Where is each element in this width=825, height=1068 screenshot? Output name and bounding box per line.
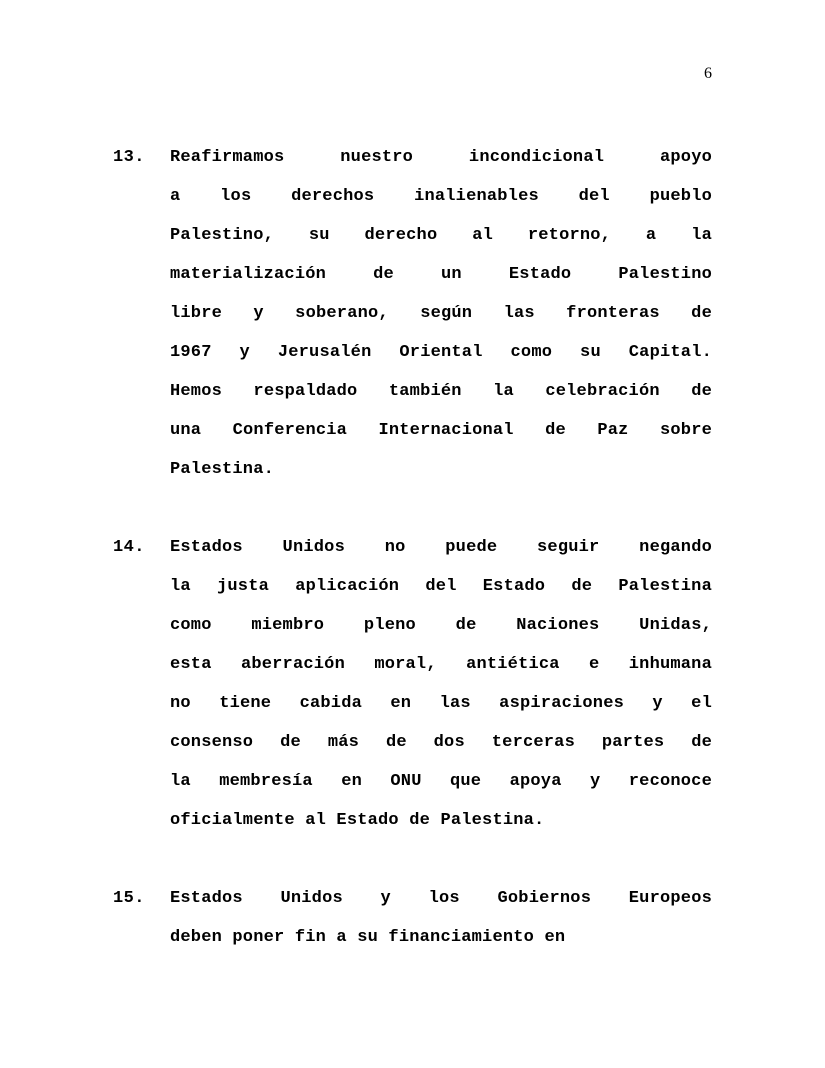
clause-line: Reafirmamos nuestro incondicional apoyo xyxy=(170,148,712,167)
clause-line: Palestina. xyxy=(170,460,275,479)
clause-text xyxy=(170,528,712,840)
clause-number: 15. xyxy=(113,889,145,908)
clause-text xyxy=(170,879,712,957)
clause-line: a los derechos inalienables del pueblo xyxy=(170,187,712,206)
clause xyxy=(113,879,712,957)
clause-line: materialización de un Estado Palestino xyxy=(170,265,712,284)
clause-text xyxy=(170,138,712,489)
clause-line: Estados Unidos no puede seguir negando xyxy=(170,538,712,557)
clause-line: Palestino, su derecho al retorno, a la xyxy=(170,226,712,245)
clause-line: una Conferencia Internacional de Paz sobre xyxy=(170,421,712,440)
clause xyxy=(113,528,712,840)
clause-line: deben poner fin a su financiamiento en xyxy=(170,928,566,947)
clause-number: 14. xyxy=(113,538,145,557)
clause-number: 13. xyxy=(113,148,145,167)
clause-line: no tiene cabida en las aspiraciones y el xyxy=(170,694,712,713)
clause-line: libre y soberano, según las fronteras de xyxy=(170,304,712,323)
clause xyxy=(113,138,712,489)
document-body xyxy=(113,138,712,957)
clause-line: la membresía en ONU que apoya y reconoce xyxy=(170,772,712,791)
page-number: 6 xyxy=(704,65,712,82)
clause-line: como miembro pleno de Naciones Unidas, xyxy=(170,616,712,635)
clause-line: esta aberración moral, antiética e inhumana xyxy=(170,655,712,674)
clause-line: 1967 y Jerusalén Oriental como su Capital. xyxy=(170,343,712,362)
clause-line: la justa aplicación del Estado de Palestina xyxy=(170,577,712,596)
clause-line: oficialmente al Estado de Palestina. xyxy=(170,811,545,830)
clause-line: Hemos respaldado también la celebración de xyxy=(170,382,712,401)
clause-line: consenso de más de dos terceras partes de xyxy=(170,733,712,752)
clause-line: Estados Unidos y los Gobiernos Europeos xyxy=(170,889,712,908)
